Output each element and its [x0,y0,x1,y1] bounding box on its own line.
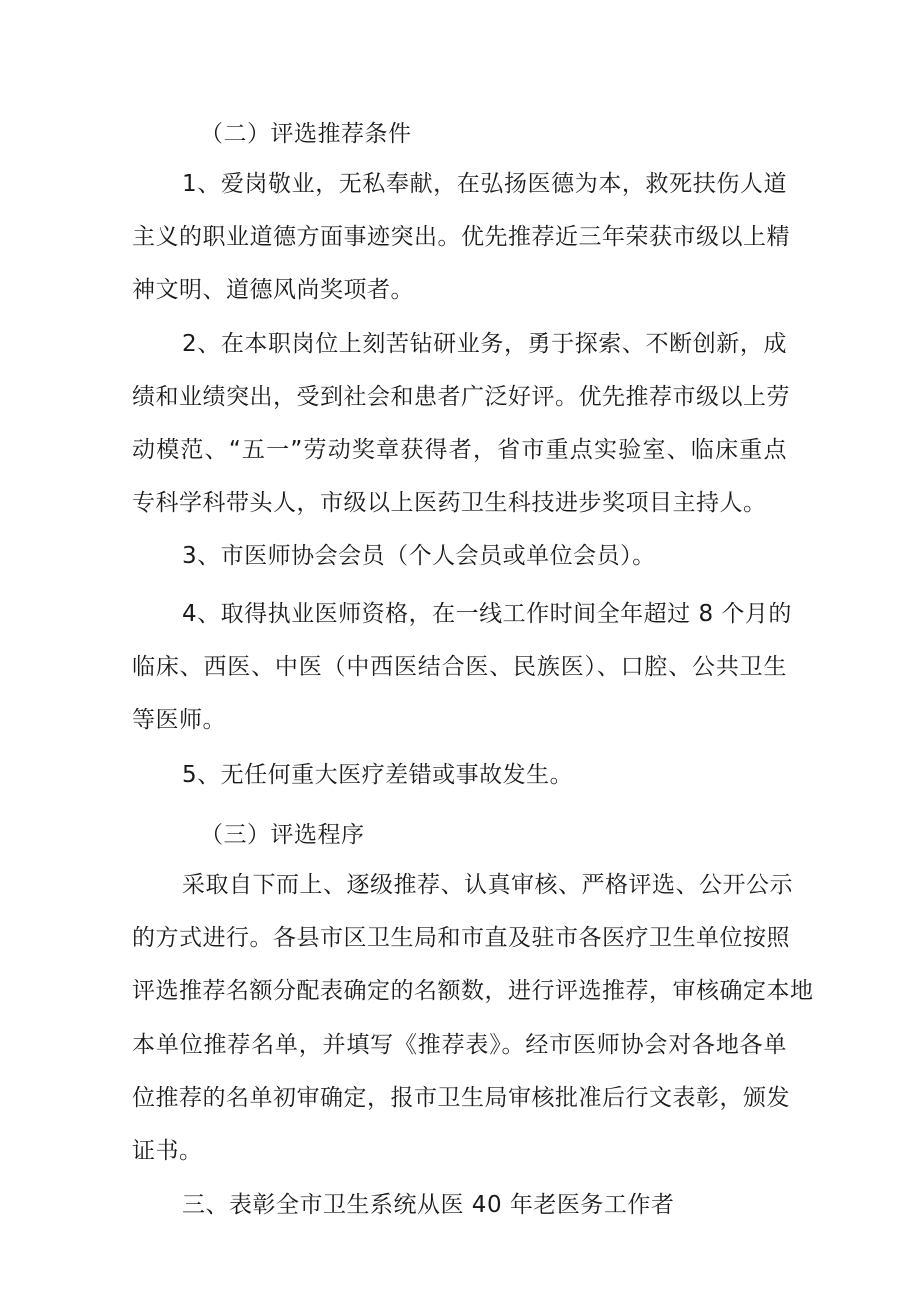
procedure-line-5: 位推荐的名单初审确定，报市卫生局审核批准后行文表彰，颁发 [132,1085,790,1111]
item-4-line-2: 临床、西医、中医（中西医结合医、民族医）、口腔、公共卫生 [132,654,787,680]
item-4-line-3: 等医师。 [132,707,226,733]
heading-selection-criteria: （二）评选推荐条件 [200,121,412,147]
item-3-line-1: 3、市医师协会会员（个人会员或单位会员）。 [182,543,656,569]
procedure-line-3: 评选推荐名额分配表确定的名额数，进行评选推荐，审核确定本地 [132,978,814,1004]
item-2-line-2: 绩和业绩突出，受到社会和患者广泛好评。优先推荐市级以上劳 [132,384,790,410]
heading-selection-procedure: （三）评选程序 [200,822,365,848]
item-1-line-2: 主义的职业道德方面事迹突出。优先推荐近三年荣获市级以上精 [132,224,790,250]
item-2-line-1: 2、在本职岗位上刻苦钻研业务，勇于探索、不断创新，成 [182,331,787,357]
section-3-heading: 三、表彰全市卫生系统从医 40 年老医务工作者 [182,1192,675,1218]
item-1-line-3: 神文明、道德风尚奖项者。 [132,277,414,303]
item-1-line-1: 1、爱岗敬业，无私奉献，在弘扬医德为本，救死扶伤人道 [182,171,787,197]
procedure-line-6: 证书。 [132,1138,203,1164]
item-2-line-3: 动模范、“五一”劳动奖章获得者，省市重点实验室、临床重点 [132,437,787,463]
item-5-line-1: 5、无任何重大医疗差错或事故发生。 [182,762,574,788]
item-2-line-4: 专科学科带头人，市级以上医药卫生科技进步奖项目主持人。 [132,490,767,516]
procedure-line-4: 本单位推荐名单，并填写《推荐表》。经市医师协会对各地各单 [132,1032,787,1058]
procedure-line-1: 采取自下而上、逐级推荐、认真审核、严格评选、公开公示 [182,872,793,898]
item-4-line-1: 4、取得执业医师资格，在一线工作时间全年超过 8 个月的 [182,601,792,627]
procedure-line-2: 的方式进行。各县市区卫生局和市直及驻市各医疗卫生单位按照 [132,925,790,951]
